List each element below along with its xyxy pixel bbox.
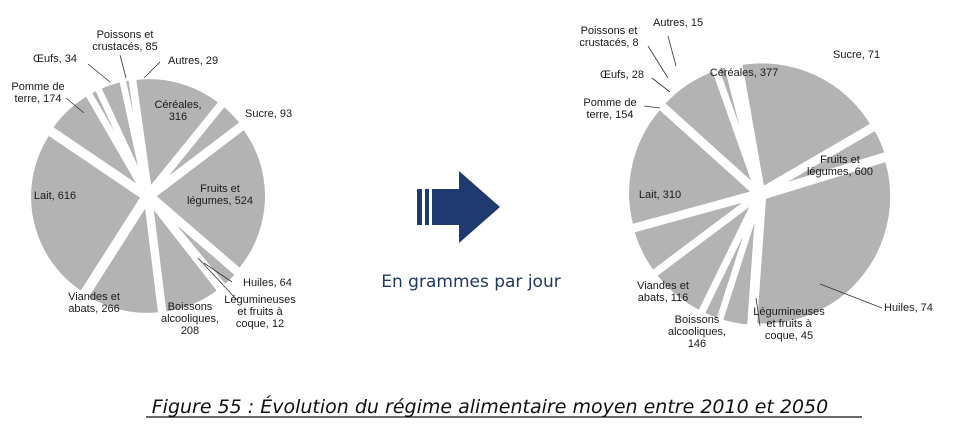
data-label: Poissons et crustacés, 8 (579, 25, 639, 49)
figure-caption: Figure 55 : Évolution du régime alimentaire moyen entre 2010 et 2050 (151, 396, 829, 418)
data-label: Viandes et abats, 116 (637, 280, 689, 304)
data-label: Sucre, 93 (245, 108, 293, 120)
pie-chart-2050 (579, 17, 933, 350)
data-label: Viandes et abats, 266 (68, 291, 120, 315)
data-label: Boissons alcooliques, 208 (160, 301, 220, 337)
data-label: Poissons et crustacés, 85 (92, 29, 158, 53)
data-label: Sucre, 71 (833, 49, 881, 61)
data-label: Lait, 310 (638, 189, 682, 201)
leader-line (88, 64, 110, 82)
data-label: Légumineuses et fruits à coque, 45 (753, 306, 825, 342)
data-label: Céréales, 377 (709, 67, 779, 79)
data-label: Autres, 15 (653, 17, 704, 29)
data-label: Fruits et légumes, 524 (186, 183, 254, 207)
data-label: Pomme de terre, 154 (583, 97, 637, 121)
data-label: Céréales, 316 (154, 99, 202, 123)
data-label: Autres, 29 (168, 55, 219, 67)
data-label: Œufs, 34 (32, 53, 78, 65)
data-label: Huiles, 64 (243, 277, 292, 289)
data-label: Fruits et légumes, 600 (806, 154, 874, 178)
data-label: Pomme de terre, 174 (11, 81, 65, 105)
leader-line (652, 78, 670, 92)
leader-line (668, 36, 676, 66)
right-arrow-icon (417, 171, 500, 243)
unit-label: En grammes par jour (381, 272, 561, 292)
data-label: Légumineuses et fruits à coque, 12 (224, 294, 296, 330)
data-label: Huiles, 74 (884, 302, 933, 314)
data-label: Œufs, 28 (599, 69, 645, 81)
leader-line (648, 46, 668, 78)
data-label: Lait, 616 (33, 190, 77, 202)
leader-line (120, 55, 126, 78)
data-label: Boissons alcooliques, 146 (667, 314, 727, 350)
pie-chart-2010 (11, 29, 296, 337)
